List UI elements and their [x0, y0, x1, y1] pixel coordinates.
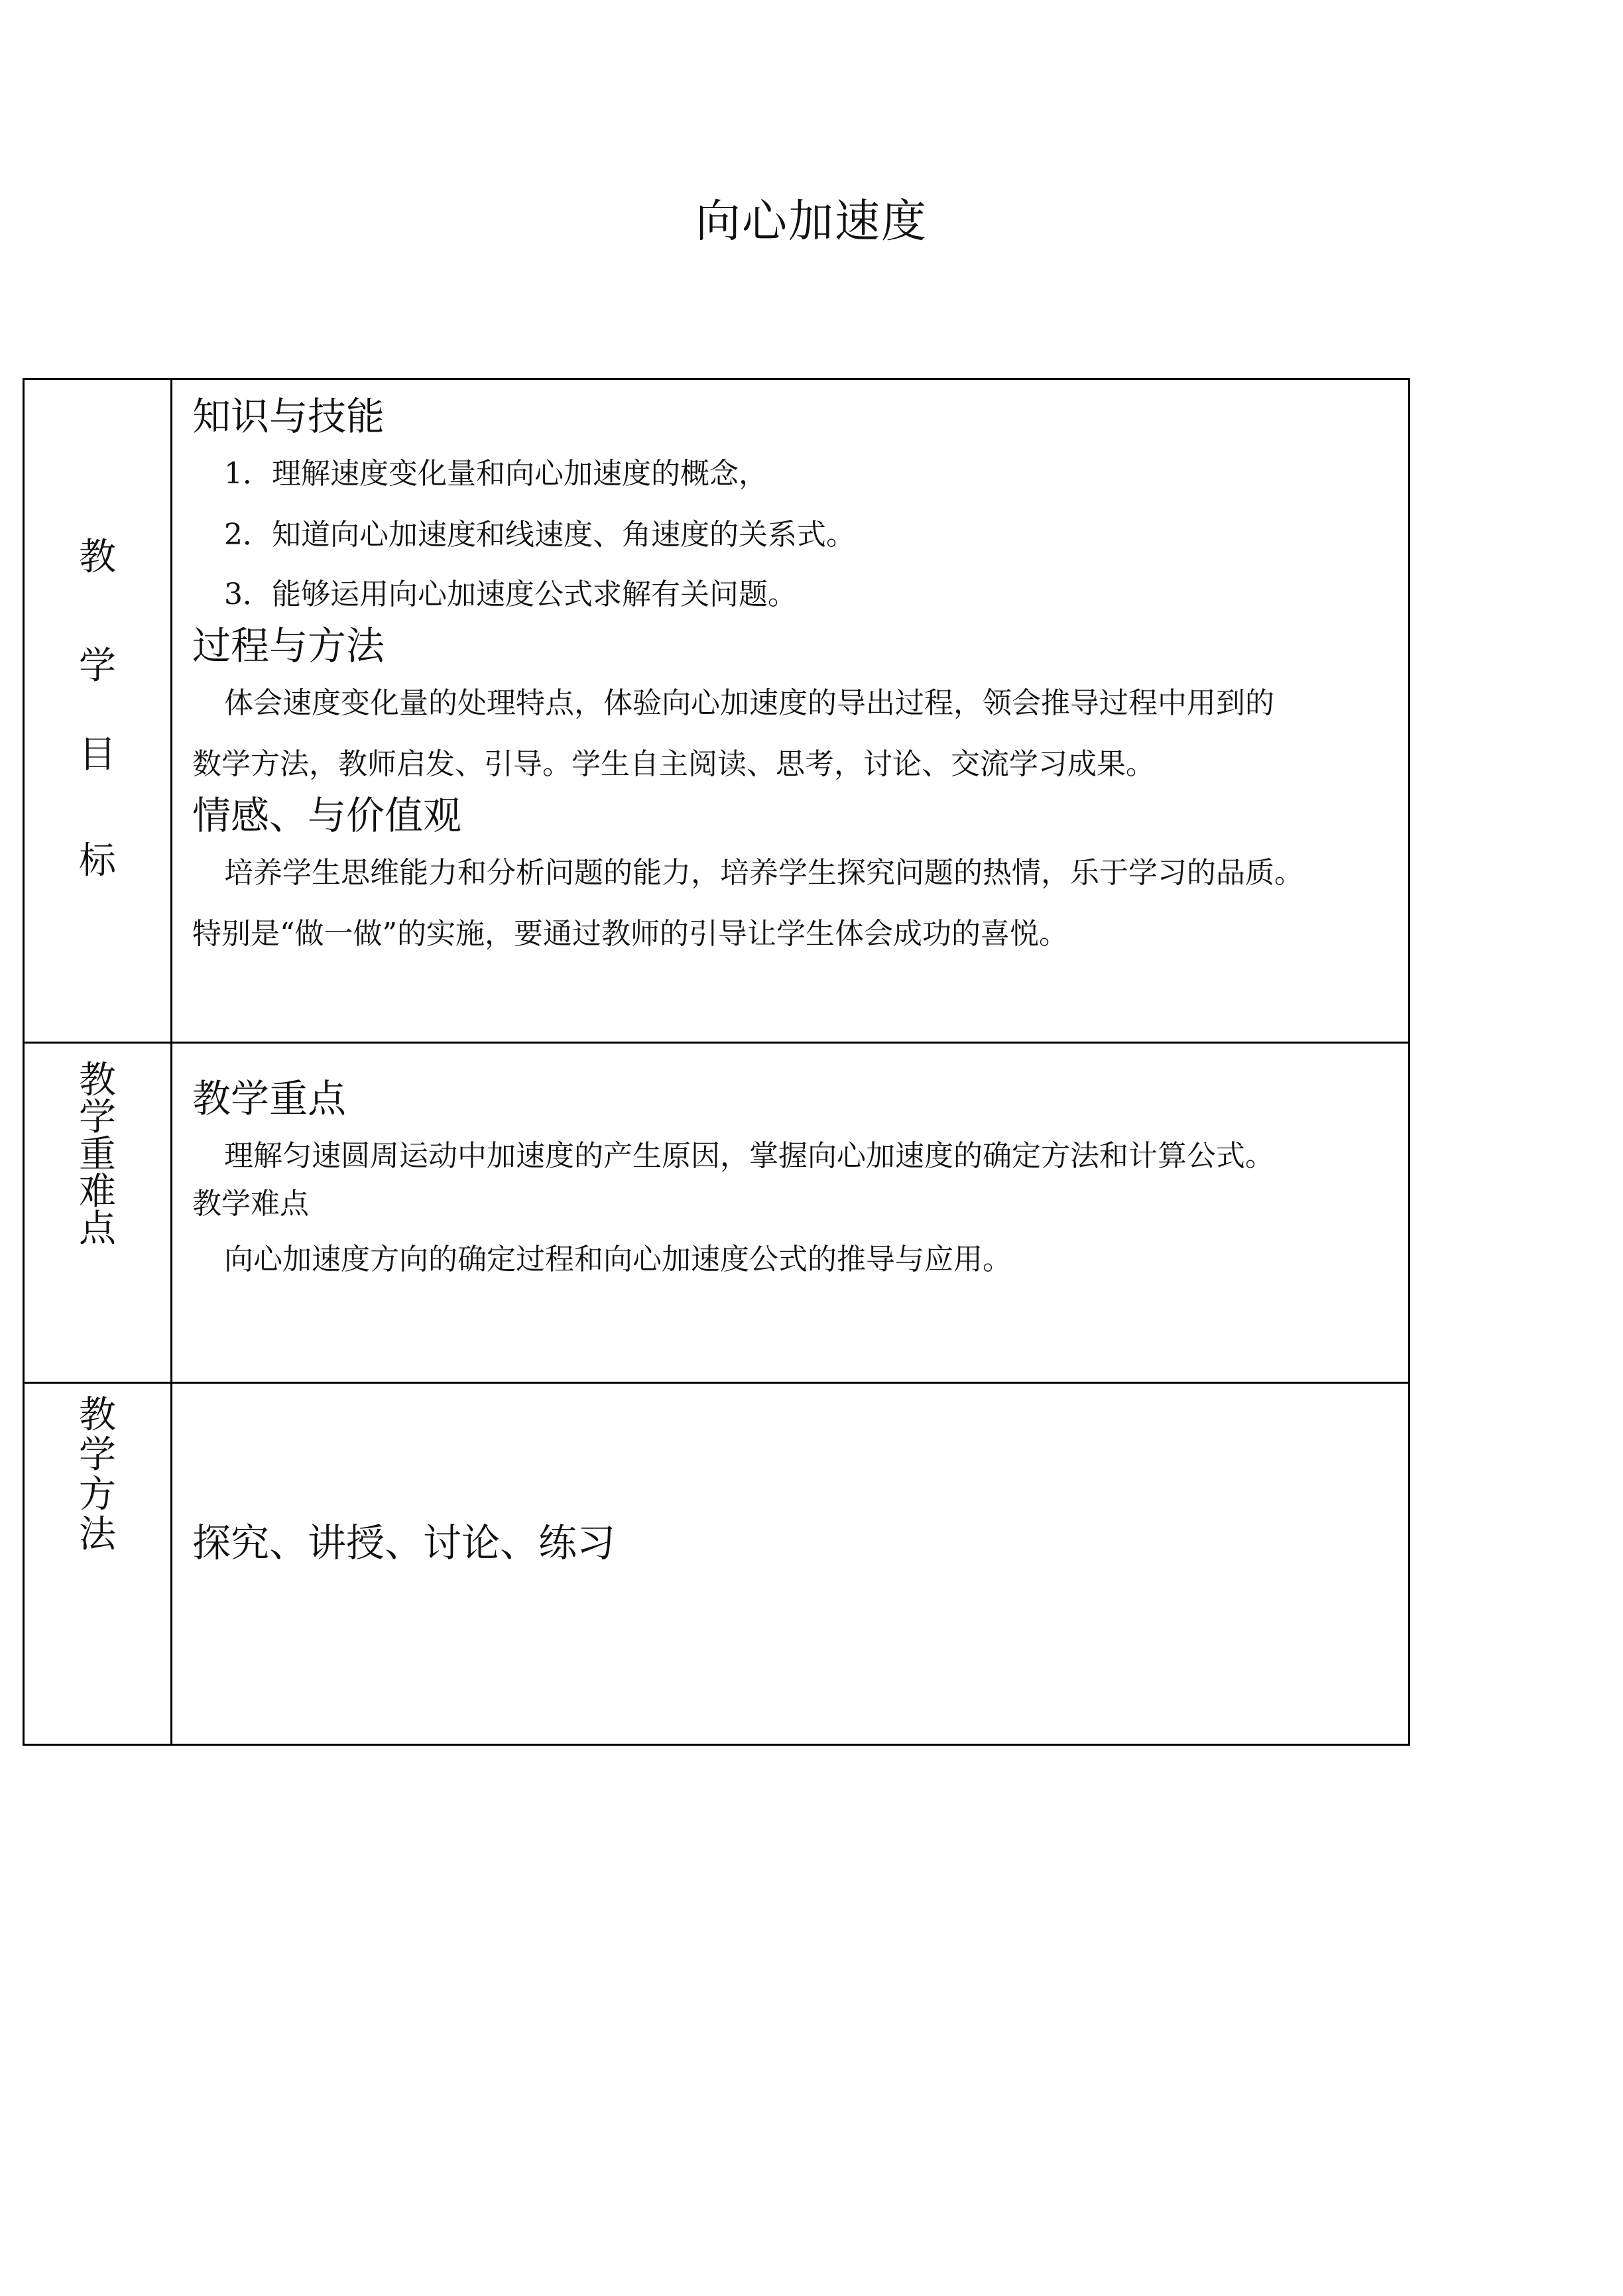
difficulty-heading: 教学难点 — [192, 1187, 309, 1221]
objectives-label-char: 学 — [79, 644, 116, 688]
knowledge-item: 1．理解速度变化量和向心加速度的概念， — [224, 457, 768, 491]
focus-heading: 教学重点 — [192, 1076, 347, 1121]
lesson-plan-table — [23, 378, 1410, 1746]
focus-text: 理解匀速圆周运动中加速度的产生原因，掌握向心加速度的确定方法和计算公式。 — [224, 1139, 1274, 1173]
objectives-content — [172, 380, 1408, 1042]
methods-label-char: 教 — [79, 1394, 116, 1437]
keypoints-content — [172, 1044, 1408, 1382]
emotion-line: 特别是“做一做”的实施，要通过教师的引导让学生体会成功的喜悦。 — [192, 917, 1068, 951]
keypoints-label-char: 重 — [79, 1133, 116, 1176]
methods-label-char: 方 — [79, 1473, 116, 1516]
emotion-line: 培养学生思维能力和分析问题的能力，培养学生探究问题的热情，乐于学习的品质。 — [224, 856, 1303, 890]
objectives-row — [25, 380, 1408, 1044]
process-line: 体会速度变化量的处理特点，体验向心加速度的导出过程，领会推导过程中用到的 — [224, 686, 1274, 720]
keypoints-label-char: 学 — [79, 1096, 116, 1139]
methods-text: 探究、讲授、讨论、练习 — [192, 1520, 616, 1565]
knowledge-item: 2．知道向心加速度和线速度、角速度的关系式。 — [224, 518, 855, 552]
knowledge-item: 3．能够运用向心加速度公式求解有关问题。 — [224, 577, 797, 611]
keypoints-label-char: 教 — [79, 1059, 116, 1102]
keypoints-row — [25, 1044, 1408, 1384]
objectives-label — [25, 380, 172, 1042]
methods-label-char: 学 — [79, 1433, 116, 1477]
keypoints-label-char: 难 — [79, 1170, 116, 1213]
keypoints-label-char: 点 — [79, 1207, 116, 1250]
objectives-label-char: 教 — [79, 536, 116, 579]
document-title: 向心加速度 — [695, 196, 928, 248]
objectives-label-char: 标 — [79, 839, 116, 882]
objectives-label-char: 目 — [79, 733, 116, 776]
methods-content — [172, 1384, 1408, 1744]
emotion-heading: 情感、与价值观 — [192, 793, 462, 838]
knowledge-heading: 知识与技能 — [192, 394, 385, 439]
methods-label — [25, 1384, 172, 1744]
process-heading: 过程与方法 — [192, 623, 385, 668]
difficulty-text: 向心加速度方向的确定过程和向心加速度公式的推导与应用。 — [224, 1242, 1012, 1276]
methods-label-char: 法 — [79, 1513, 116, 1556]
keypoints-label — [25, 1044, 172, 1382]
methods-row — [25, 1384, 1408, 1746]
process-line: 数学方法，教师启发、引导。学生自主阅读、思考，讨论、交流学习成果。 — [192, 747, 1155, 781]
